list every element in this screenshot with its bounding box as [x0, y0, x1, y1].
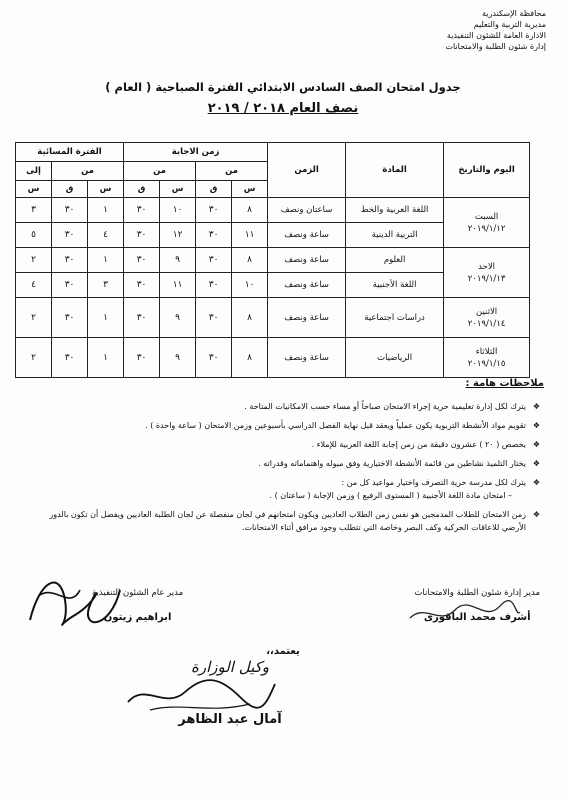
exam-date: ٢٠١٩/١/١٢ [467, 223, 506, 234]
header-evening-period: الفترة المسائية [16, 143, 124, 162]
duration-cell: ساعة ونصف [268, 248, 346, 273]
header-subject: المادة [346, 143, 444, 198]
bullet-icon: ❖ [532, 478, 540, 487]
signature-scribble-deputy [120, 672, 280, 717]
time-cell: ٣٠ [196, 223, 232, 248]
time-cell: ٣٠ [124, 338, 160, 378]
note-text: زمن الامتحان للطلاب المدمجين هو نفس زمن الطلاب العاديين ويكون امتحانهم في لجان منفصلة عن لجان الطلبة العاديين ويفضل أن تكون بالدور الأرضي للاعاقات الحركية وكف البصر وخاصة التي تتطلب وجود مرافق أثناء الامتحانات. [49, 510, 526, 532]
time-cell: ٣٠ [52, 273, 88, 298]
header-unit-q: ق [52, 181, 88, 198]
bullet-icon: ❖ [532, 402, 540, 411]
list-item [35, 508, 540, 534]
time-cell: ٢ [16, 298, 52, 338]
bullet-icon: ❖ [532, 510, 540, 519]
header-unit-s: س [160, 181, 196, 198]
time-cell: ٨ [232, 198, 268, 223]
signatory-title: مدير عام الشئون التنفيذية [92, 588, 184, 598]
time-cell: ٣٠ [196, 248, 232, 273]
letterhead [445, 8, 546, 52]
header-unit-s: س [232, 181, 268, 198]
signatory-name: ابراهيم زيتون [103, 612, 172, 623]
deputy-name: آمال عبد الظاهر [178, 712, 282, 727]
letterhead-line: محافظة الإسكندرية [481, 9, 546, 18]
time-cell: ٨ [232, 338, 268, 378]
header-unit-s: س [16, 181, 52, 198]
time-cell: ٤ [88, 223, 124, 248]
subject-cell: دراسات اجتماعية [346, 298, 444, 338]
exam-date: ٢٠١٩/١/١٣ [467, 273, 506, 284]
subject-cell: العلوم [346, 248, 444, 273]
header-unit-s: س [88, 181, 124, 198]
approval-label: يعتمد،، [266, 646, 300, 657]
letterhead-line: مديرية التربية والتعليم [473, 20, 546, 29]
time-cell: ٣٠ [196, 298, 232, 338]
day-name: السبت [474, 211, 499, 222]
day-date-cell [444, 248, 530, 298]
time-cell: ٩ [160, 338, 196, 378]
time-cell: ١٠ [232, 273, 268, 298]
note-text: تقويم مواد الأنشطة التربوية يكون عملياً ويعقد قبل نهاية الفصل الدراسي بأسبوعين وزمن الامتحان ( ساعة واحدة ) . [145, 421, 526, 430]
time-cell: ٨ [232, 248, 268, 273]
bullet-icon: ❖ [532, 421, 540, 430]
time-cell: ٥ [16, 223, 52, 248]
exam-date: ٢٠١٩/١/١٤ [467, 318, 506, 329]
letterhead-line: الادارة العامة للشئون التنفيذية [446, 31, 546, 40]
letterhead-line: إدارة شئون الطلبة والامتحانات [445, 42, 546, 51]
bullet-icon: ❖ [532, 459, 540, 468]
time-cell: ٤ [16, 273, 52, 298]
list-item [35, 457, 540, 470]
header-answer-time: زمن الاجابة [124, 143, 268, 162]
subject-cell: الرياضيات [346, 338, 444, 378]
time-cell: ٣٠ [124, 298, 160, 338]
time-cell: ٣٠ [124, 223, 160, 248]
day-date-cell [444, 198, 530, 248]
time-cell: ١ [88, 248, 124, 273]
time-cell: ٣٠ [52, 338, 88, 378]
table-row [16, 248, 530, 273]
signatory-title: مدير إدارة شئون الطلبة والامتحانات [414, 588, 540, 598]
notes-list [35, 400, 540, 540]
time-cell: ١٠ [160, 198, 196, 223]
time-cell: ١ [88, 338, 124, 378]
subject-cell: اللغة العربية والخط [346, 198, 444, 223]
day-name: الاثنين [475, 306, 498, 317]
subject-cell: التربية الدينية [346, 223, 444, 248]
time-cell: ٣٠ [124, 273, 160, 298]
header-duration: الزمن [268, 143, 346, 198]
note-text: يخصص ( ٢٠ ) عشرون دقيقة من زمن إجابة اللغة العربية للإملاء . [311, 440, 526, 449]
table-row [16, 338, 530, 378]
list-item [35, 438, 540, 451]
day-date-cell [444, 338, 530, 378]
time-cell: ٨ [232, 298, 268, 338]
header-unit-q: ق [196, 181, 232, 198]
note-subitem: – امتحان مادة اللغة الأجنبية ( المستوى الرفيع ) وزمن الإجابة ( ساعتان ) . [269, 491, 512, 500]
day-date-cell [444, 298, 530, 338]
day-name: الثلاثاء [475, 346, 498, 357]
header-from: من [52, 162, 124, 181]
duration-cell: ساعة ونصف [268, 273, 346, 298]
note-text: يترك لكل إدارة تعليمية حرية إجراء الامتحان صباحاً أو مساء حسب الامكانيات المتاحة . [244, 402, 526, 411]
note-subitem-text: امتحان مادة اللغة الأجنبية ( المستوى الرفيع ) وزمن الإجابة ( ساعتان ) . [269, 491, 506, 500]
time-cell: ١٢ [160, 223, 196, 248]
time-cell: ٣٠ [196, 338, 232, 378]
time-cell: ٣٠ [52, 298, 88, 338]
list-item [35, 476, 540, 502]
signature-scribble-right [405, 598, 525, 628]
header-day-date: اليوم والتاريخ [444, 143, 530, 198]
time-cell: ٣٠ [52, 248, 88, 273]
signature-scribble-left [20, 560, 130, 640]
time-cell: ٣٠ [124, 248, 160, 273]
time-cell: ٣٠ [196, 273, 232, 298]
time-cell: ٢ [16, 338, 52, 378]
time-cell: ٣٠ [52, 223, 88, 248]
duration-cell: ساعة ونصف [268, 338, 346, 378]
duration-cell: ساعة ونصف [268, 298, 346, 338]
time-cell: ٣٠ [124, 198, 160, 223]
duration-cell: ساعة ونصف [268, 223, 346, 248]
subject-cell: اللغة الأجنبية [346, 273, 444, 298]
time-cell: ١١ [160, 273, 196, 298]
time-cell: ٣ [16, 198, 52, 223]
time-cell: ١ [88, 198, 124, 223]
time-cell: ١ [88, 298, 124, 338]
page-subtitle: نصف العام ٢٠١٨ / ٢٠١٩ [207, 101, 359, 116]
day-name: الاحد [478, 261, 496, 272]
deputy-title: وكيل الوزارة [190, 658, 270, 676]
time-cell: ٣ [88, 273, 124, 298]
note-text: يختار التلميذ نشاطين من قائمة الأنشطة الاختيارية وفق ميوله واهتماماته وقدراته . [258, 459, 526, 468]
list-item [35, 419, 540, 432]
exam-schedule-table [15, 142, 530, 378]
time-cell: ٩ [160, 248, 196, 273]
signatory-name: أشرف محمد الباقورى [423, 612, 531, 623]
page-title: جدول امتحان الصف السادس الابتدائي الفترة الصباحية ( العام ) [105, 80, 461, 94]
table-row [16, 198, 530, 223]
time-cell: ٣٠ [196, 198, 232, 223]
list-item [35, 400, 540, 413]
note-text: يترك لكل مدرسة حرية التصرف واختيار مواعيد كل من : [341, 478, 526, 487]
time-cell: ٣٠ [52, 198, 88, 223]
time-cell: ٩ [160, 298, 196, 338]
exam-date: ٢٠١٩/١/١٥ [467, 358, 506, 369]
header-unit-q: ق [124, 181, 160, 198]
bullet-icon: ❖ [532, 440, 540, 449]
notes-title: ملاحظات هامة : [465, 378, 544, 389]
table-row [16, 298, 530, 338]
header-from: من [196, 162, 268, 181]
duration-cell: ساعتان ونصف [268, 198, 346, 223]
time-cell: ١١ [232, 223, 268, 248]
header-to: إلى [16, 162, 52, 181]
header-from: من [124, 162, 196, 181]
time-cell: ٢ [16, 248, 52, 273]
